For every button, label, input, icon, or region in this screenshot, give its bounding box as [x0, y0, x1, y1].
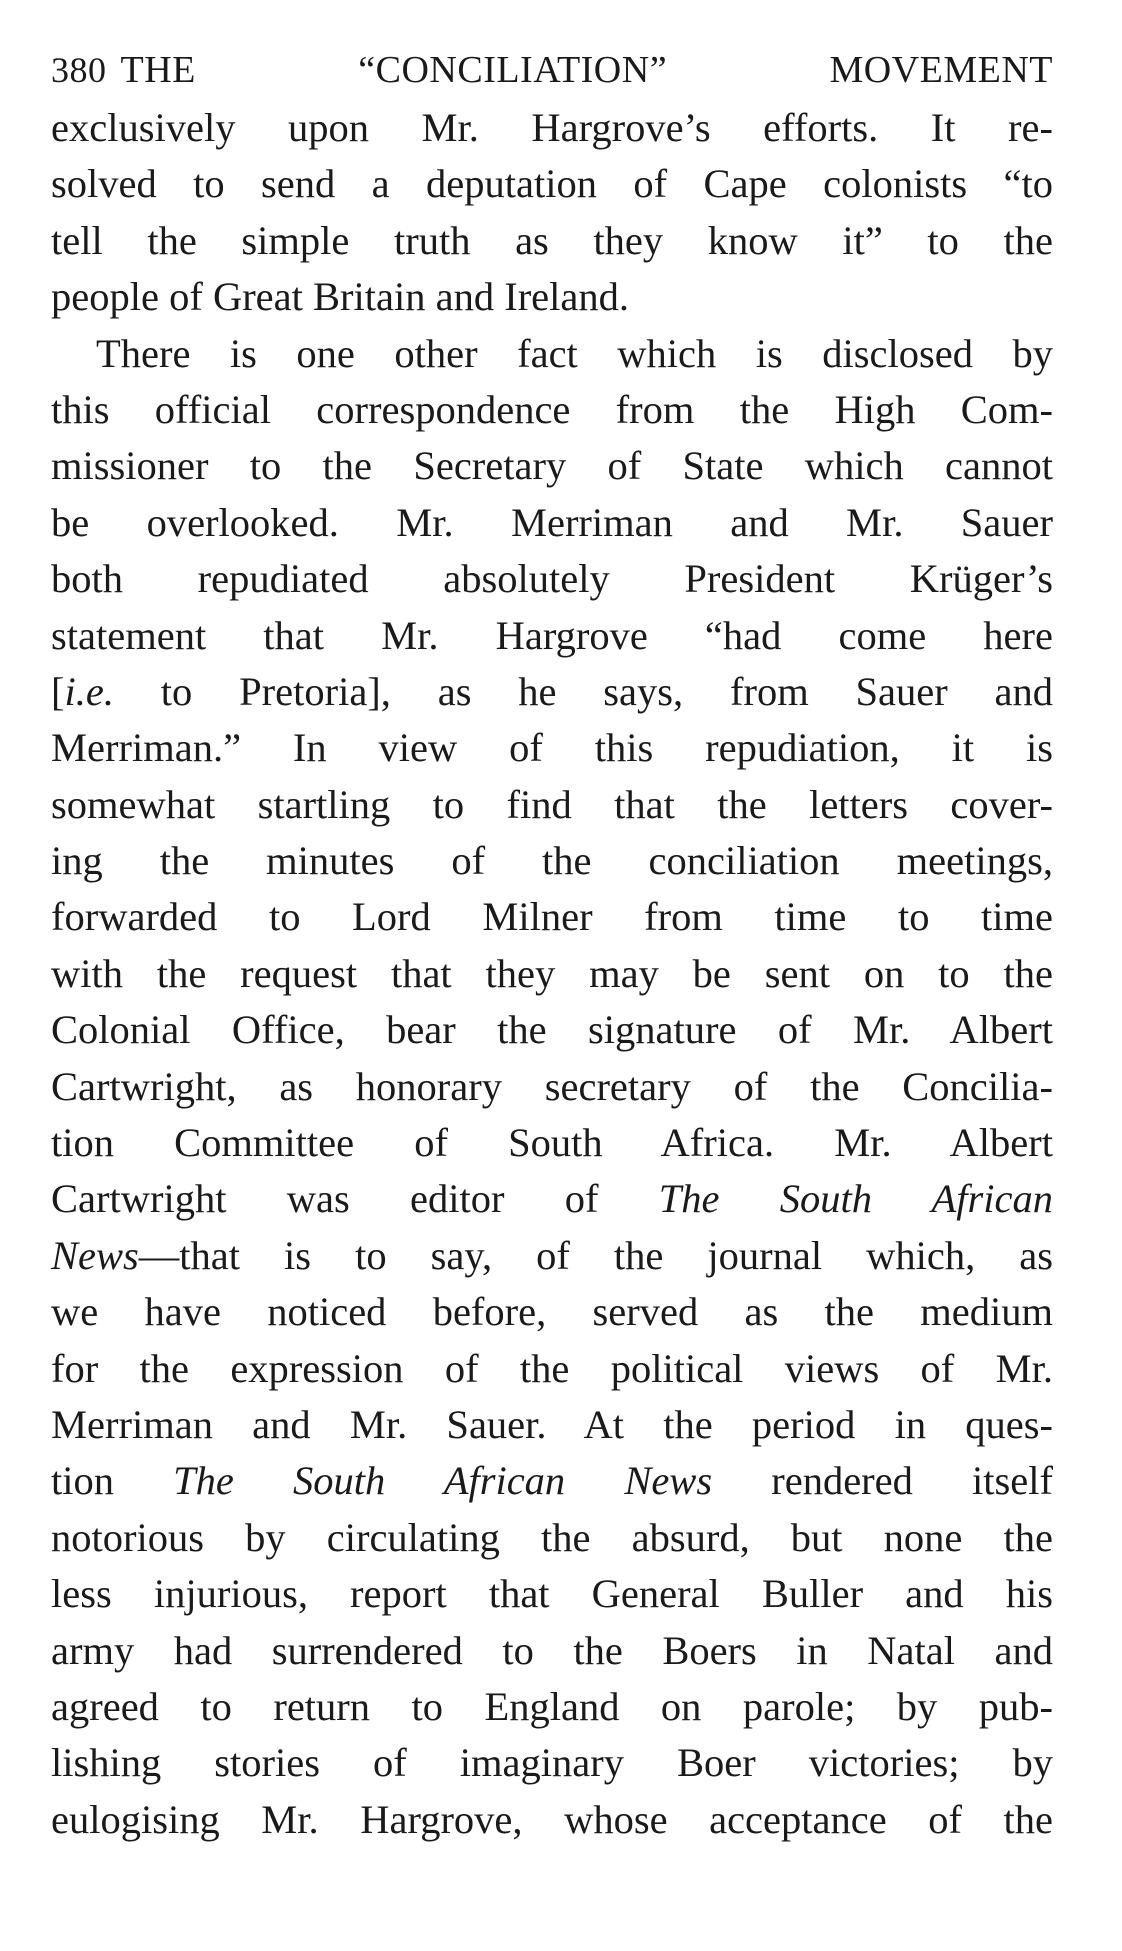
text-line: tion Committee of South Africa. Mr. Albert	[51, 1120, 1053, 1166]
text-line: Merriman.” In view of this repudiation, it is	[51, 725, 1053, 771]
text-line: There is one other fact which is disclosed by	[96, 330, 1053, 376]
paragraph-1	[51, 100, 1053, 326]
text-line: exclusively upon Mr. Hargrove’s efforts. It re-	[51, 105, 1053, 150]
book-page	[51, 40, 1053, 1848]
text-line: agreed to return to England on parole; by pub-	[51, 1683, 1053, 1729]
text-line: Merriman and Mr. Sauer. At the period in ques-	[51, 1401, 1053, 1447]
italic-segment: The South African	[658, 1176, 1053, 1222]
italic-segment: i.e.	[64, 668, 114, 714]
page-number: 380	[51, 50, 107, 90]
text-line: lishing stories of imaginary Boer victories; by	[51, 1740, 1053, 1786]
italic-segment: News	[51, 1232, 139, 1278]
text-segment: rendered itself	[712, 1458, 1054, 1504]
text-line-with-italic	[51, 1453, 1053, 1509]
text-line-with-italic	[51, 1171, 1053, 1227]
running-head-title-movement: MOVEMENT	[829, 49, 1053, 91]
text-line: army had surrendered to the Boers in Natal and	[51, 1627, 1053, 1673]
text-line: forwarded to Lord Milner from time to time	[51, 894, 1053, 940]
text-segment: Cartwright was editor of	[51, 1176, 659, 1222]
running-head-title-conciliation: “CONCILIATION”	[358, 49, 668, 91]
text-line: we have noticed before, served as the medium	[51, 1289, 1053, 1335]
text-line: less injurious, report that General Buller and his	[51, 1571, 1053, 1617]
text-line: for the expression of the political views of Mr.	[51, 1345, 1053, 1391]
text-line: Cartwright, as honorary secretary of the Concilia-	[51, 1063, 1053, 1109]
paragraph-2	[51, 326, 1053, 1849]
text-line: ing the minutes of the conciliation meetings,	[51, 838, 1053, 884]
text-line: people of Great Britain and Ireland.	[51, 274, 630, 320]
text-line: Colonial Office, bear the signature of Mr. Albert	[51, 1007, 1053, 1053]
text-segment: to Pretoria], as he says, from Sauer and	[113, 668, 1053, 714]
text-line: both repudiated absolutely President Krüger’s	[51, 556, 1053, 602]
text-line: notorious by circulating the absurd, but none the	[51, 1514, 1053, 1560]
text-segment: tion	[51, 1458, 174, 1504]
text-line: missioner to the Secretary of State which cannot	[51, 443, 1053, 489]
text-line-with-italic	[51, 1228, 1053, 1284]
text-segment: [	[51, 668, 65, 714]
text-line: tell the simple truth as they know it” to the	[51, 217, 1053, 263]
text-line: with the request that they may be sent on to the	[51, 950, 1053, 996]
running-head-title-the: THE	[120, 49, 196, 91]
body-text	[51, 100, 1053, 1848]
italic-segment: The South African News	[173, 1458, 713, 1504]
text-line-with-italic	[51, 664, 1053, 720]
text-line: be overlooked. Mr. Merriman and Mr. Sauer	[51, 499, 1053, 545]
text-line: somewhat startling to find that the letters cover-	[51, 781, 1053, 827]
text-line: statement that Mr. Hargrove “had come here	[51, 612, 1053, 658]
text-line: solved to send a deputation of Cape colonists “to	[51, 161, 1053, 207]
running-head	[51, 40, 1053, 100]
running-head-left	[51, 40, 196, 100]
text-line: eulogising Mr. Hargrove, whose acceptance of the	[51, 1796, 1053, 1842]
text-line: this official correspondence from the High Com-	[51, 386, 1053, 432]
text-segment: —that is to say, of the journal which, as	[138, 1232, 1053, 1278]
